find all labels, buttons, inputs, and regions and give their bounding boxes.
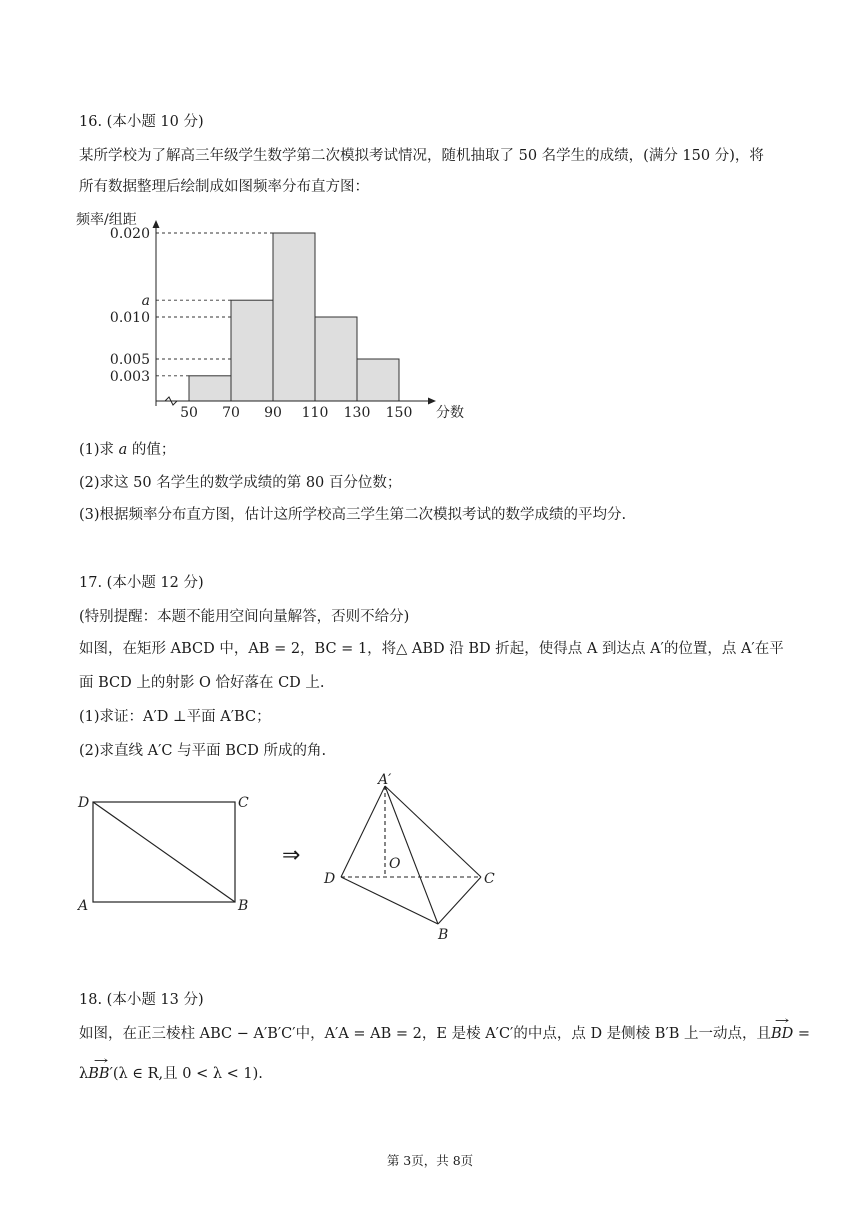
histogram-bar-0 — [189, 376, 231, 401]
label-o: O — [389, 856, 401, 872]
q18-stem-line1: 如图，在正三棱柱 ABC − A′B′C′中，A′A = AB = 2，E 是棱 A′C′的中点，点 D 是侧棱 B′B 上一动点，且→ BD = — [79, 1024, 810, 1044]
q18-header: 18. (本小题 13 分) — [79, 992, 204, 1008]
histogram-y-ticks — [110, 226, 150, 385]
q17-part2: (2)求直线 A′C 与平面 BCD 所成的角. — [79, 743, 327, 759]
implies-arrow: ⇒ — [282, 843, 301, 868]
x-tick-label-1: 70 — [222, 405, 240, 421]
histogram-bar-1 — [231, 300, 273, 401]
y-tick-label-3: a — [141, 293, 150, 310]
y-tick-label-0: 0.003 — [109, 368, 150, 385]
label-a: A — [78, 898, 89, 914]
q16-part3: (3)根据频率分布直方图，估计这所学校高三学生第二次模拟考试的数学成绩的平均分. — [79, 507, 627, 523]
diagonal-bd — [93, 802, 235, 902]
q16-stem-line2: 所有数据整理后绘制成如图频率分布直方图： — [79, 179, 369, 195]
x-tick-label-4: 130 — [343, 405, 371, 421]
q17-note: (特别提醒：本题不能用空间向量解答，否则不给分) — [79, 609, 410, 625]
x-tick-label-3: 110 — [301, 405, 329, 421]
frequency-histogram — [76, 208, 476, 423]
page-footer: 第 3页，共 8页 — [386, 1153, 474, 1168]
q17-stem-line1: 如图，在矩形 ABCD 中，AB = 2，BC = 1，将△ ABD 沿 BD 折起，使得点 A 到达点 A′的位置，点 A′在平 — [79, 641, 784, 657]
rectangle-figure — [70, 790, 270, 920]
histogram-ylabel: 频率/组距 — [76, 212, 137, 228]
label-c: C — [238, 795, 249, 811]
q16-part2: (2)求这 50 名学生的数学成绩的第 80 百分位数； — [79, 475, 402, 491]
q16-stem-line1: 某所学校为了解高三年级学生数学第二次模拟考试情况，随机抽取了 50 名学生的成绩，(满分 150 分)，将 — [79, 148, 764, 164]
q17-part1: (1)求证：A′D ⊥平面 A′BC； — [79, 709, 271, 725]
q17-stem-line2: 面 BCD 上的射影 O 恰好落在 CD 上. — [79, 675, 325, 691]
x-tick-label-5: 150 — [385, 405, 413, 421]
y-tick-label-1: 0.005 — [109, 352, 150, 368]
label-c2: C — [484, 871, 495, 887]
q16-part1: (1)求 a 的值； — [79, 442, 176, 458]
histogram-bar-2 — [273, 233, 315, 401]
histogram-x-ticks — [180, 405, 412, 421]
q17-header: 17. (本小题 12 分) — [79, 575, 204, 591]
label-b: B — [238, 898, 249, 914]
histogram-bar-3 — [315, 317, 357, 401]
label-a-prime: A′ — [378, 772, 392, 788]
label-b2: B — [438, 927, 449, 943]
histogram-xlabel: 分数 — [436, 405, 464, 421]
histogram-bar-4 — [357, 359, 399, 401]
histogram-bars — [189, 233, 399, 401]
q16-header: 16. (本小题 10 分) — [79, 114, 204, 130]
y-tick-label-4: 0.020 — [109, 226, 150, 242]
pyramid-figure — [318, 770, 518, 950]
y-tick-label-2: 0.010 — [109, 310, 150, 326]
label-d: D — [78, 795, 90, 811]
x-tick-label-2: 90 — [264, 405, 282, 421]
q18-stem-line2: λ→ BB′(λ ∈ R,且 0 < λ < 1). — [79, 1064, 263, 1084]
label-d2: D — [324, 871, 336, 887]
x-tick-label-0: 50 — [180, 405, 198, 421]
